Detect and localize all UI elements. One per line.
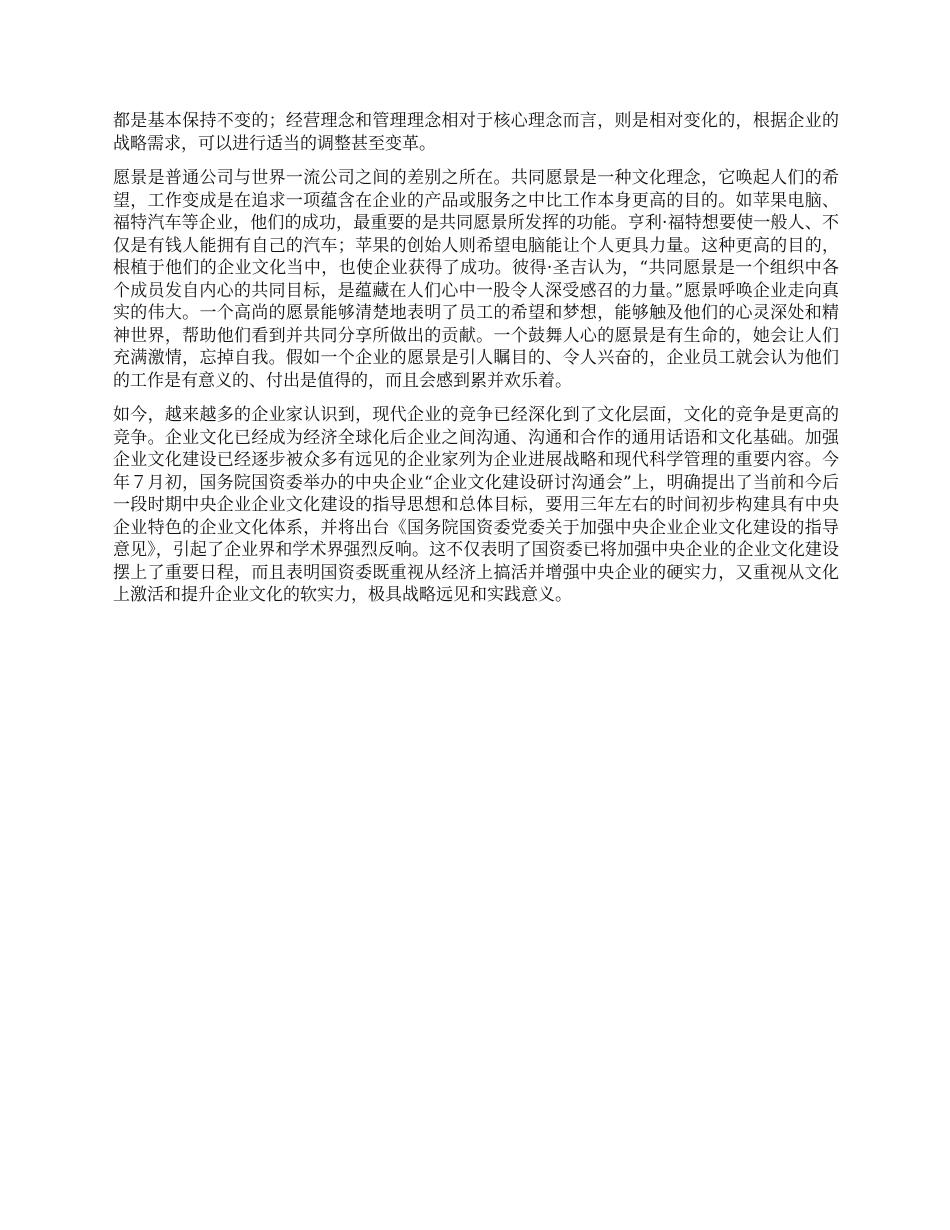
document-body bbox=[113, 110, 839, 619]
paragraph-core-concepts: 都是基本保持不变的；经营理念和管理理念相对于核心理念而言，则是相对变化的，根据企业的战略需求，可以进行适当的调整甚至变革。 bbox=[113, 111, 839, 154]
paragraph-shared-vision: 愿景是普通公司与世界一流公司之间的差别之所在。共同愿景是一种文化理念，它唤起人们的希望，工作变成是在追求一项蕴含在企业的产品或服务之中比工作本身更高的目的。如苹果电脑、福特汽车等企业，他们的成功，最重要的是共同愿景所发挥的功能。亨利·福特想要使一般人、不仅是有钱人能拥有自己的汽车；苹果的创始人则希望电脑能让个人更具力量。这种更高的目的，根植于他们的企业文化当中，也使企业获得了成功。彼得·圣吉认为，“共同愿景是一个组织中各个成员发自内心的共同目标，是蕴藏在人们心中一股令人深受感召的力量。”愿景呼唤企业走向真实的伟大。一个高尚的愿景能够清楚地表明了员工的希望和梦想，能够触及他们的心灵深处和精神世界，帮助他们看到并共同分享所做出的贡献。一个鼓舞人心的愿景是有生命的，她会让人们充满激情，忘掉自我。假如一个企业的愿景是引人瞩目的、令人兴奋的，企业员工就会认为他们的工作是有意义的、付出是值得的，而且会感到累并欢乐着。 bbox=[113, 168, 839, 391]
paragraph-culture-competition: 如今，越来越多的企业家认识到，现代企业的竞争已经深化到了文化层面，文化的竞争是更高的竞争。企业文化已经成为经济全球化后企业之间沟通、沟通和合作的通用话语和文化基础。加强企业文化建设已经逐步被众多有远见的企业家列为企业进展战略和现代科学管理的重要内容。今年７月初，国务院国资委举办的中央企业“企业文化建设研讨沟通会”上，明确提出了当前和今后一段时期中央企业企业文化建设的指导思想和总体目标，要用三年左右的时间初步构建具有中央企业特色的企业文化体系，并将出台《国务院国资委党委关于加强中央企业企业文化建设的指导意见》，引起了企业界和学术界强烈反响。这不仅表明了国资委已将加强中央企业的企业文化建设摆上了重要日程，而且表明国资委既重视从经济上搞活并增强中央企业的硬实力，又重视从文化上激活和提升企业文化的软实力，极具战略远见和实践意义。 bbox=[113, 405, 839, 605]
